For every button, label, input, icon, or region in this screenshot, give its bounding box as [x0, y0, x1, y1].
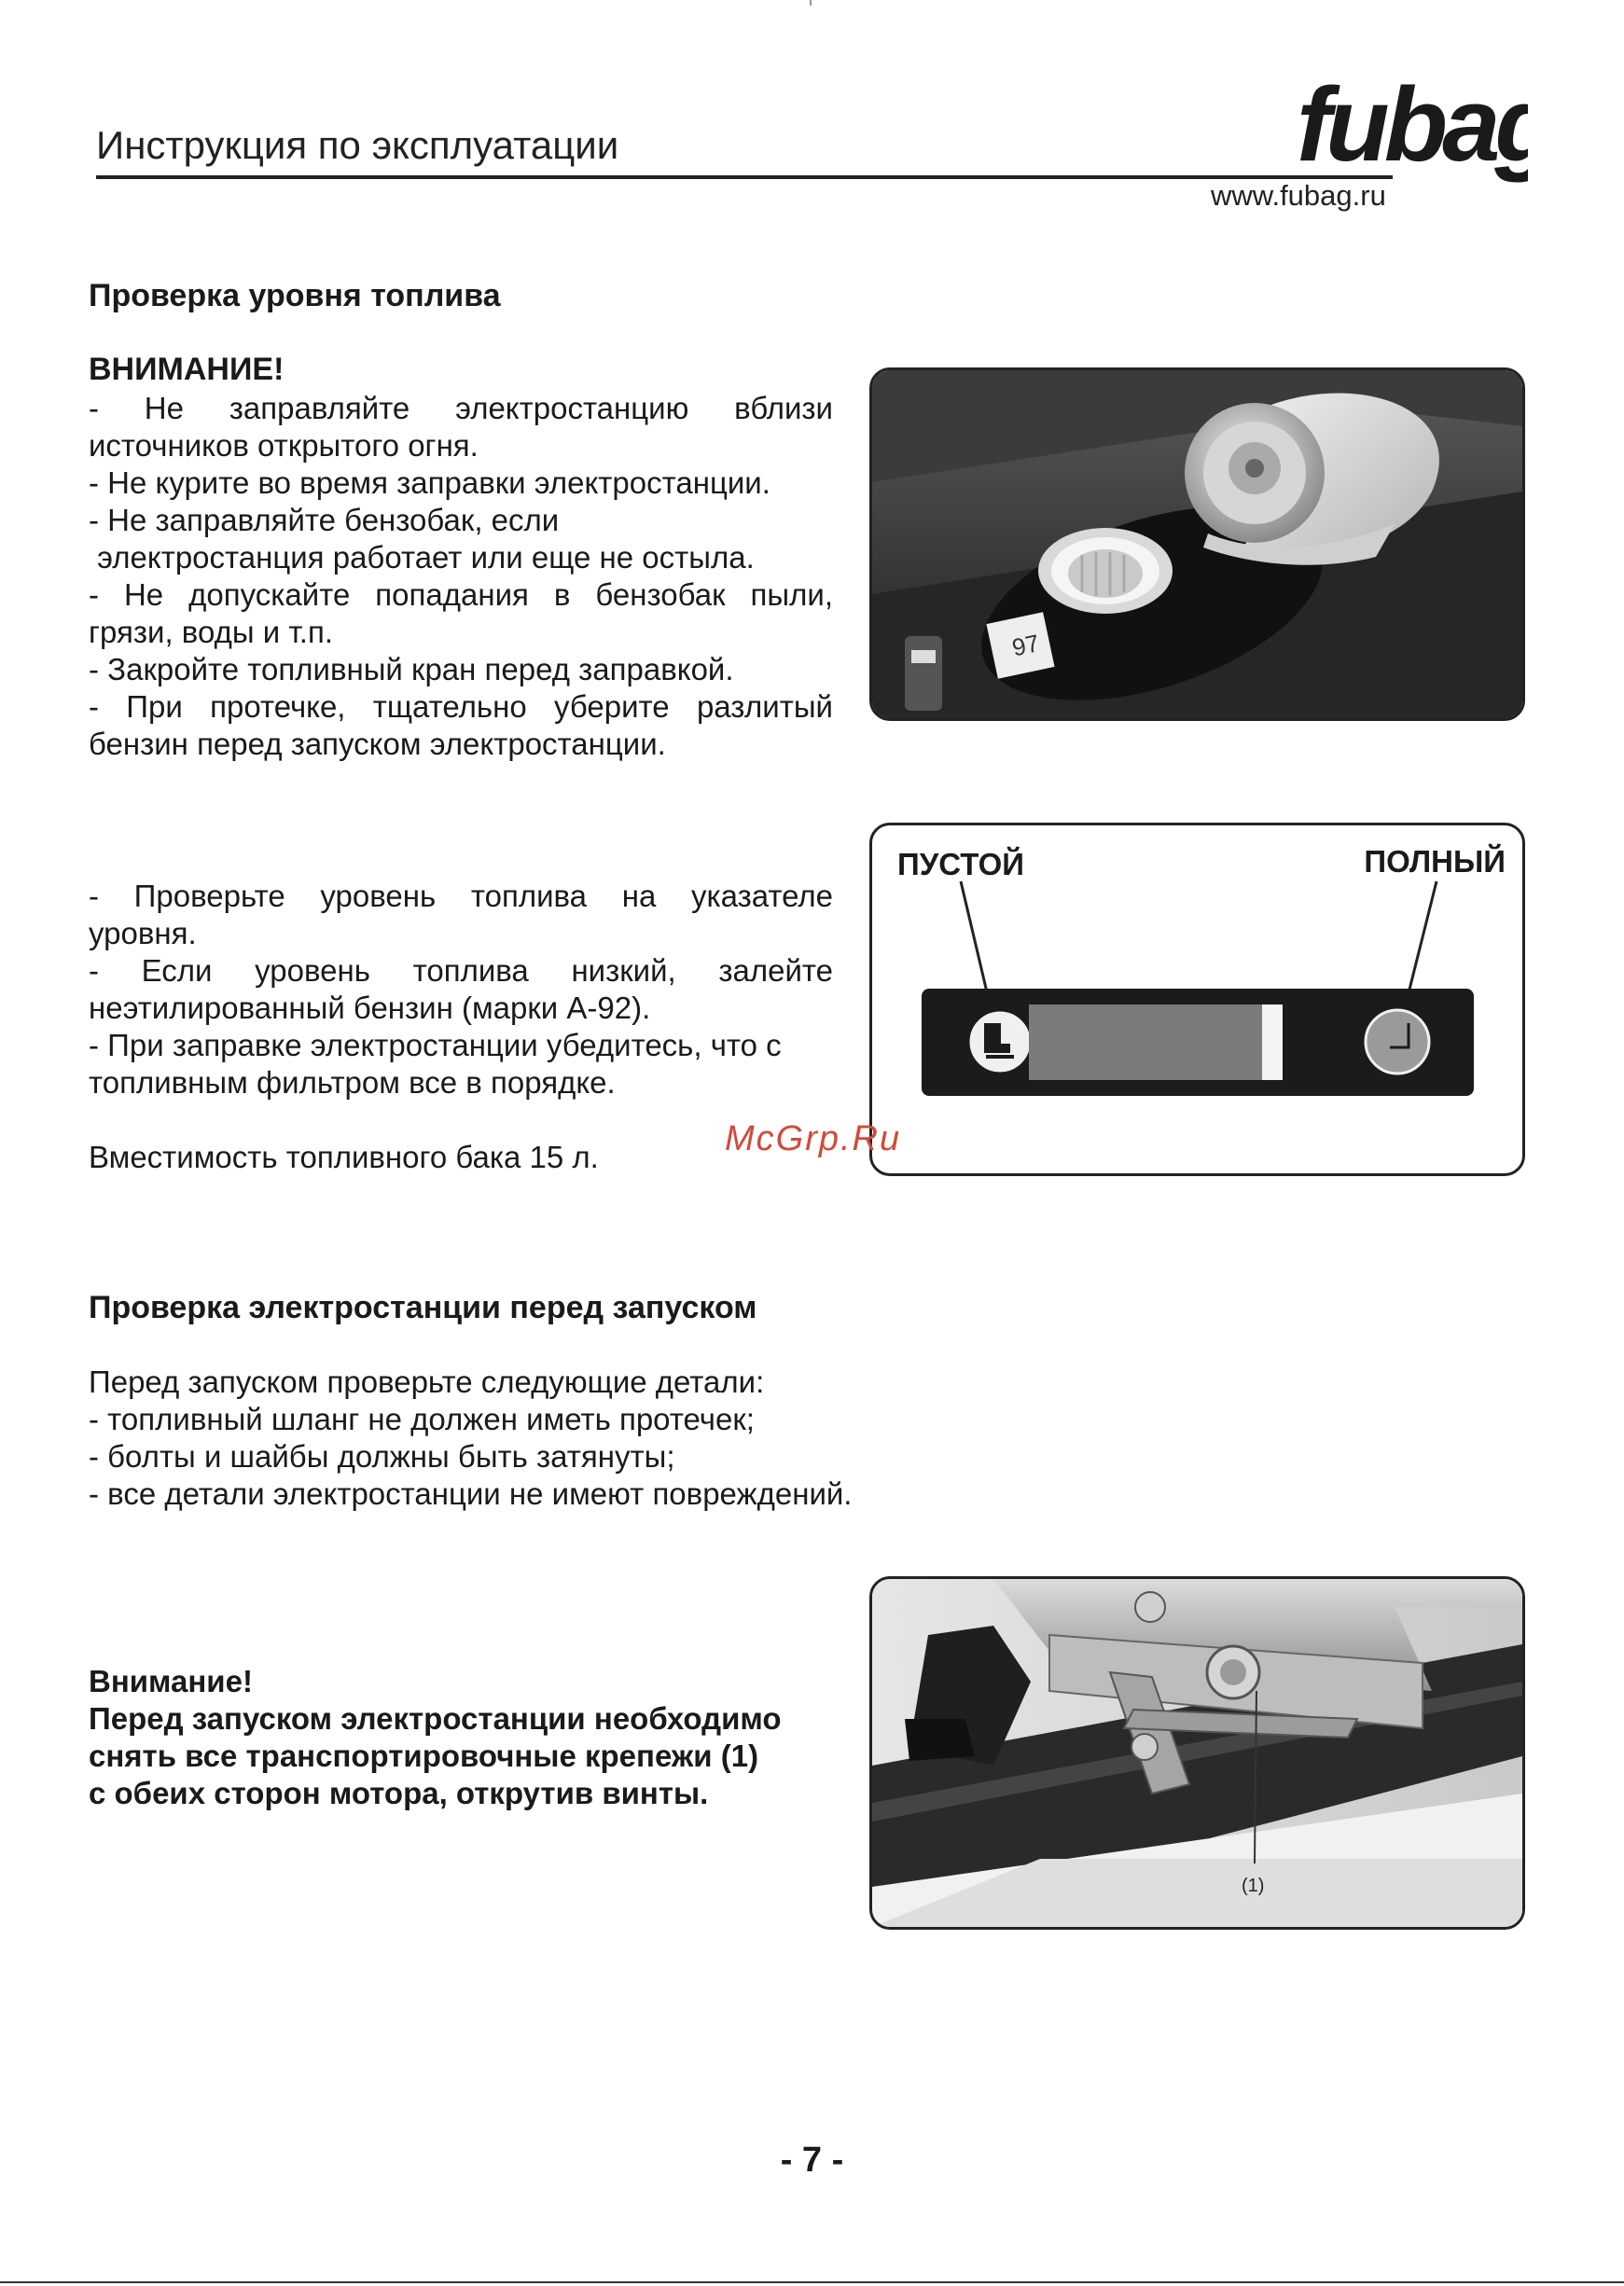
manual-title: Инструкция по эксплуатации — [96, 123, 619, 167]
gauge-label-full: ПОЛНЫЙ — [1364, 844, 1506, 879]
text-line: неэтилированный бензин (марки А-92). — [89, 991, 651, 1025]
bottom-edge — [0, 2281, 1624, 2283]
text-line: - Не курите во время заправки электростанции. — [89, 465, 770, 500]
gauge-fill-level — [1029, 1004, 1262, 1080]
text-line: Перед запуском электростанции необходимо — [89, 1701, 782, 1736]
text-line: - Если уровень топлива низкий, залейте — [89, 953, 833, 988]
full-icon — [1366, 1010, 1429, 1074]
text-line: бензин перед запуском электростанции. — [89, 727, 666, 761]
text-line: - Закройте топливный кран перед заправкой. — [89, 652, 734, 686]
transport-bracket-photo — [869, 1576, 1525, 1930]
list-item: - все детали электростанции не имеют повреждений. — [89, 1476, 853, 1511]
startup-check-list — [89, 1364, 928, 1513]
fuel-gauge-diagram — [869, 823, 1525, 1176]
text-line: - Не заправляйте бензобак, если — [89, 503, 560, 537]
fuel-tank-photo — [869, 367, 1525, 721]
text-line: Перед запуском проверьте следующие детали: — [89, 1365, 765, 1399]
top-edge-mark — [810, 0, 812, 6]
callout-label: (1) — [1242, 1876, 1265, 1896]
transport-warning — [89, 1663, 833, 1812]
fuel-check-heading: Проверка уровня топлива — [89, 278, 501, 313]
text-line: снять все транспортировочные крепежи (1) — [89, 1739, 759, 1773]
tank-capacity: Вместимость топливного бака 15 л. — [89, 1140, 599, 1174]
svg-text:97: 97 — [1009, 629, 1042, 662]
fubag-logo — [1295, 75, 1528, 196]
fuel-level-text — [89, 878, 833, 1101]
header-divider — [96, 175, 1393, 179]
gauge-label-empty: ПУСТОЙ — [897, 847, 1024, 881]
list-item: - топливный шланг не должен иметь протечек; — [89, 1402, 755, 1436]
website-url: www.fubag.ru — [1211, 179, 1386, 212]
startup-check-heading: Проверка электростанции перед запуском — [89, 1290, 757, 1325]
text-line: - Проверьте уровень топлива на указателе — [89, 879, 833, 913]
page-number: - 7 - — [780, 2141, 844, 2180]
text-line: уровня. — [89, 916, 197, 950]
text-line: - При протечке, тщательно уберите разлитый — [89, 689, 833, 724]
warning-title: Внимание! — [89, 1664, 253, 1698]
fuel-warning-text — [89, 390, 833, 763]
text-line: источников открытого огня. — [89, 428, 479, 463]
list-item: - болты и шайбы должны быть затянуты; — [89, 1439, 675, 1474]
pointer-line-full — [1409, 881, 1437, 993]
text-line: грязи, воды и т.п. — [89, 615, 333, 649]
text-line: топливным фильтром все в порядке. — [89, 1065, 616, 1100]
text-line: с обеих сторон мотора, открутив винты. — [89, 1776, 709, 1810]
text-line: - Не заправляйте электростанцию вблизи — [89, 391, 833, 425]
warning-title: ВНИМАНИЕ! — [89, 352, 285, 387]
text-line: - При заправке электростанции убедитесь, что с — [89, 1028, 782, 1062]
watermark: McGrp.Ru — [725, 1119, 902, 1158]
text-line: электростанция работает или еще не остыла. — [89, 540, 755, 575]
text-line: - Не допускайте попадания в бензобак пыли, — [89, 577, 833, 612]
svg-text:fubag: fubag — [1297, 75, 1528, 183]
